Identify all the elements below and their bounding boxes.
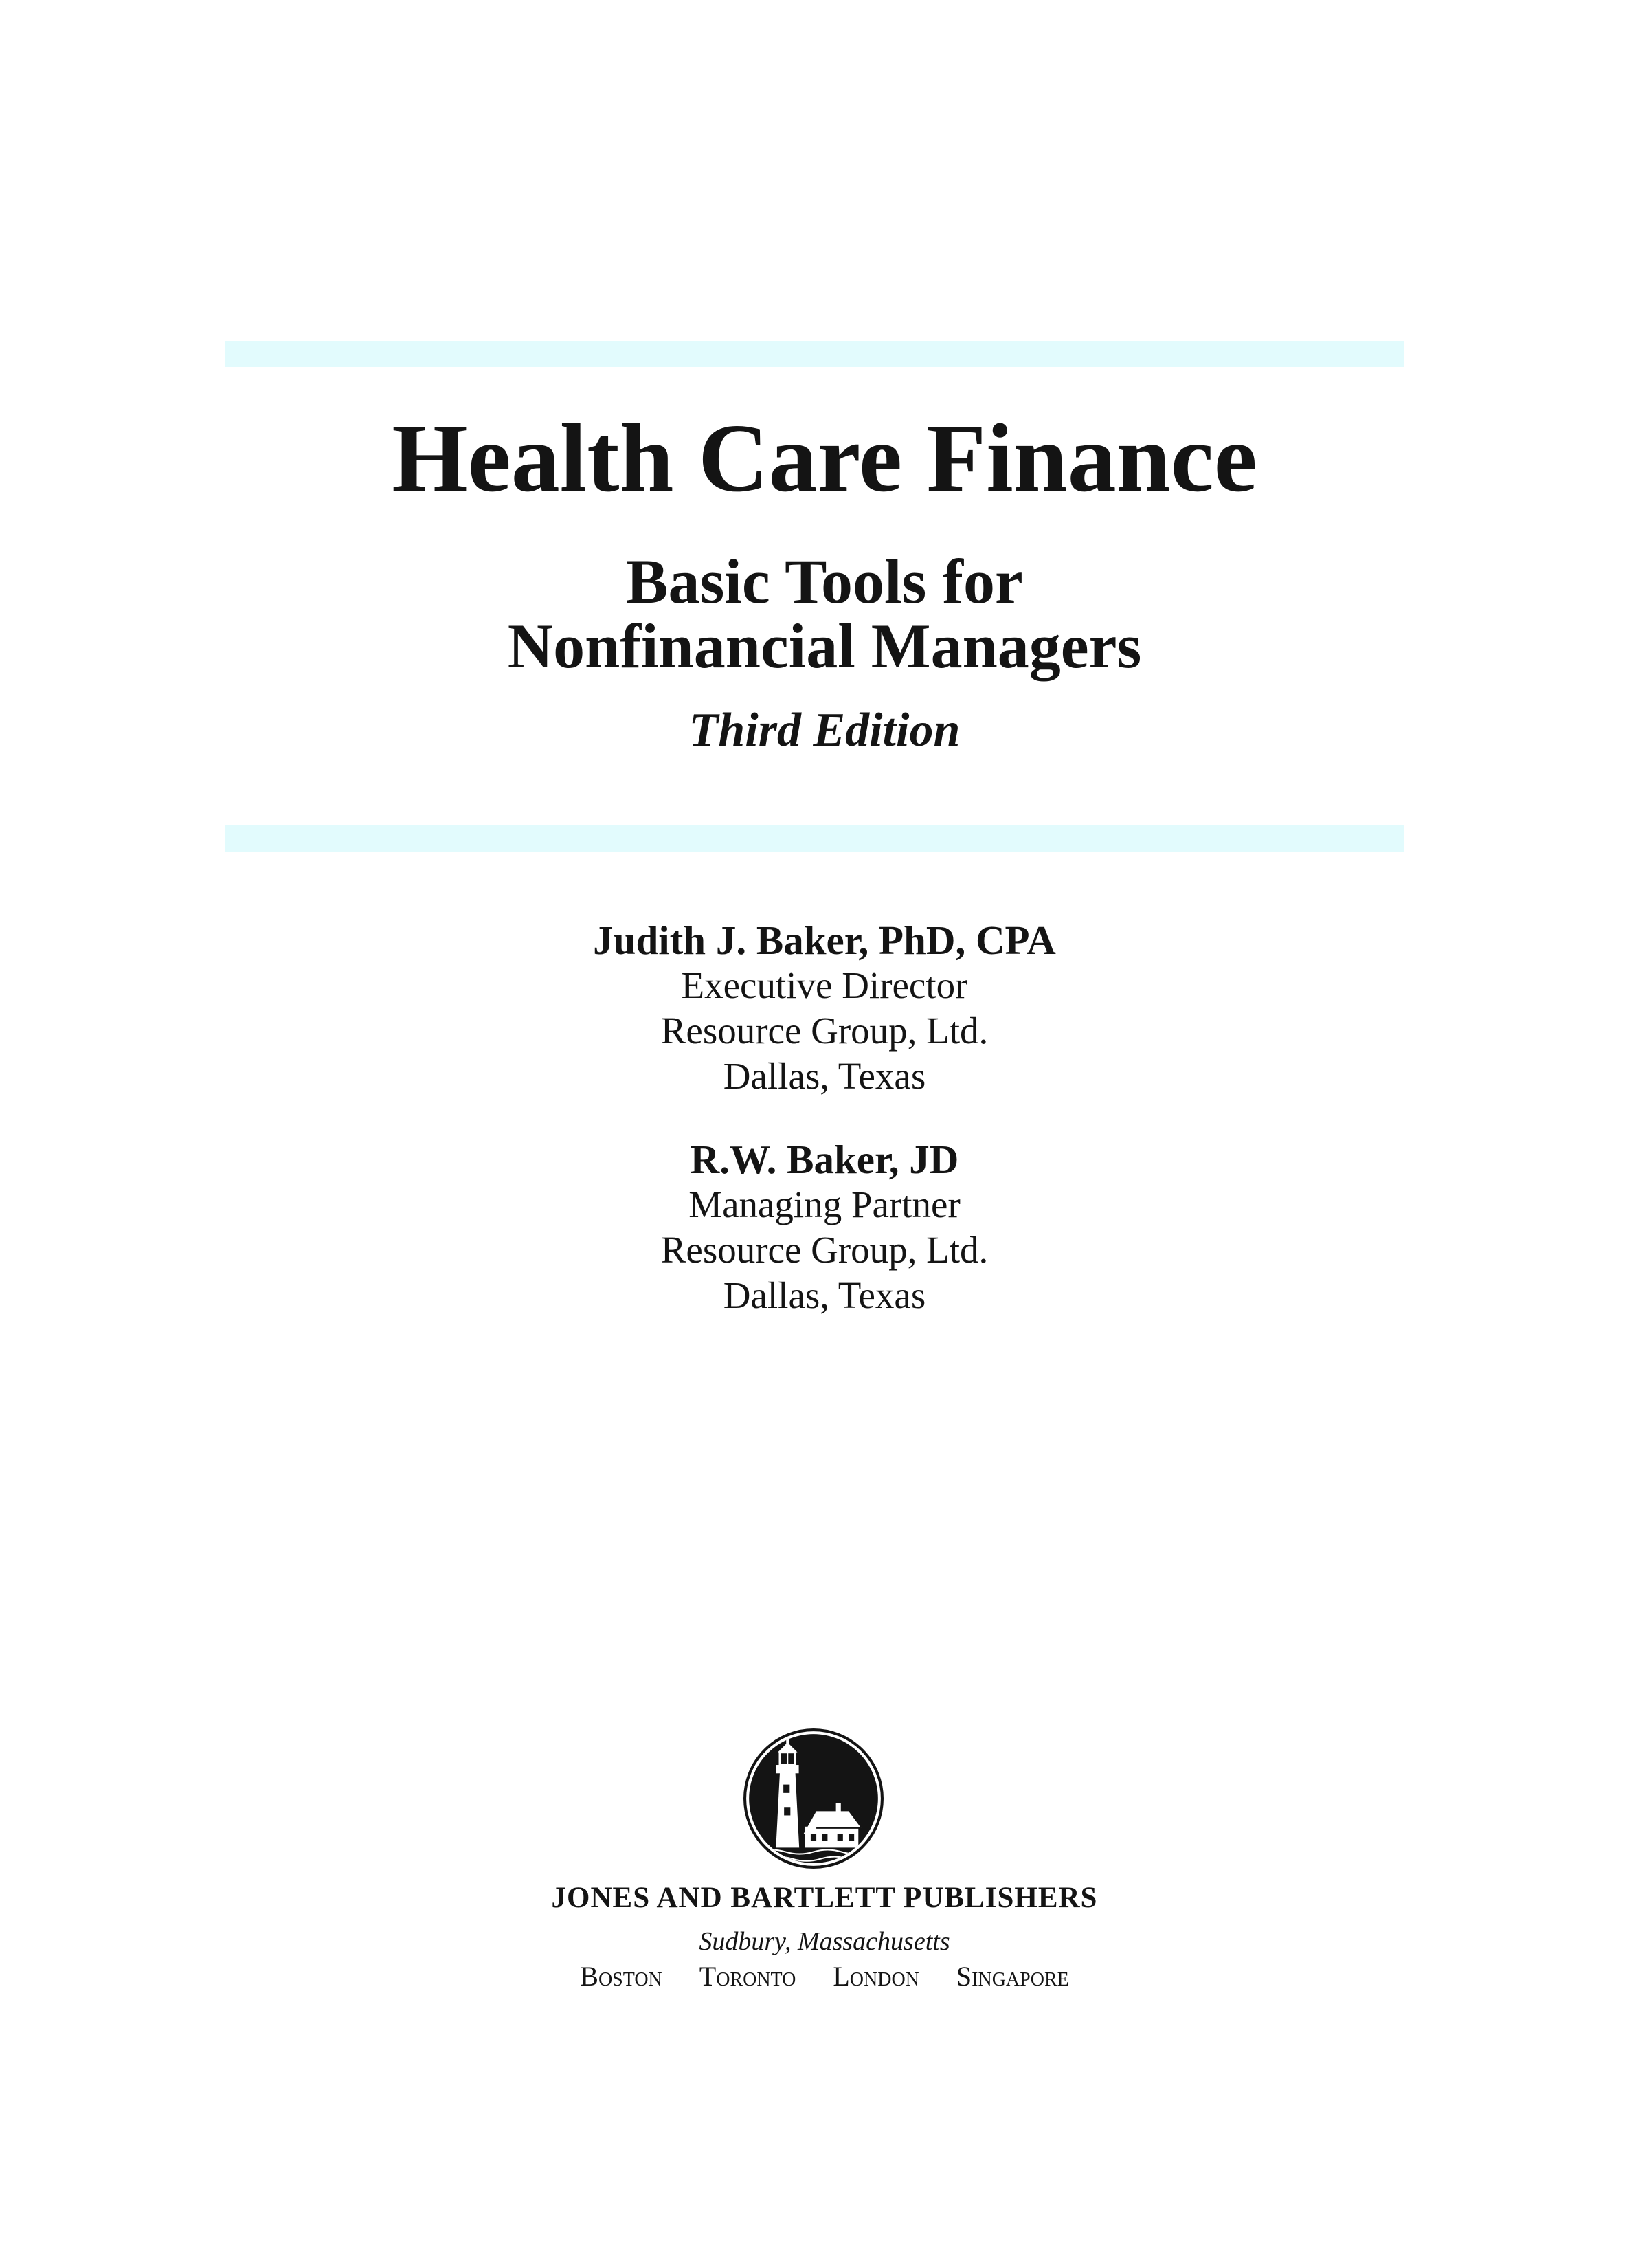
author-block: [0, 918, 1649, 1099]
city-label: Singapore: [956, 1961, 1069, 1992]
top-rule: [225, 341, 1404, 367]
subtitle-line-2: Nonfinancial Managers: [507, 610, 1142, 681]
author-name: R.W. Baker, JD: [690, 1137, 959, 1182]
author-organization: Resource Group, Ltd.: [660, 1010, 989, 1052]
city-label: Toronto: [699, 1961, 796, 1992]
city-label: London: [833, 1961, 919, 1992]
author-position: Managing Partner: [688, 1183, 961, 1225]
publisher-name: JONES AND BARTLETT PUBLISHERS: [551, 1882, 1098, 1914]
subtitle-line-1: Basic Tools for: [626, 546, 1023, 616]
bottom-rule: [225, 825, 1404, 852]
lighthouse-logo-icon: [743, 1728, 884, 1869]
book-edition: Third Edition: [688, 704, 961, 757]
book-title: Health Care Finance: [392, 403, 1257, 512]
author-block: [0, 1137, 1649, 1318]
publisher-location: Sudbury, Massachusetts: [699, 1927, 950, 1956]
author-location: Dallas, Texas: [723, 1055, 926, 1097]
city-label: Boston: [580, 1961, 662, 1992]
author-position: Executive Director: [681, 964, 968, 1006]
author-organization: Resource Group, Ltd.: [660, 1229, 989, 1271]
author-location: Dallas, Texas: [723, 1274, 926, 1316]
publisher-cities: [0, 1963, 1649, 1990]
author-name: Judith J. Baker, PhD, CPA: [593, 918, 1056, 963]
book-subtitle: [0, 546, 1649, 681]
